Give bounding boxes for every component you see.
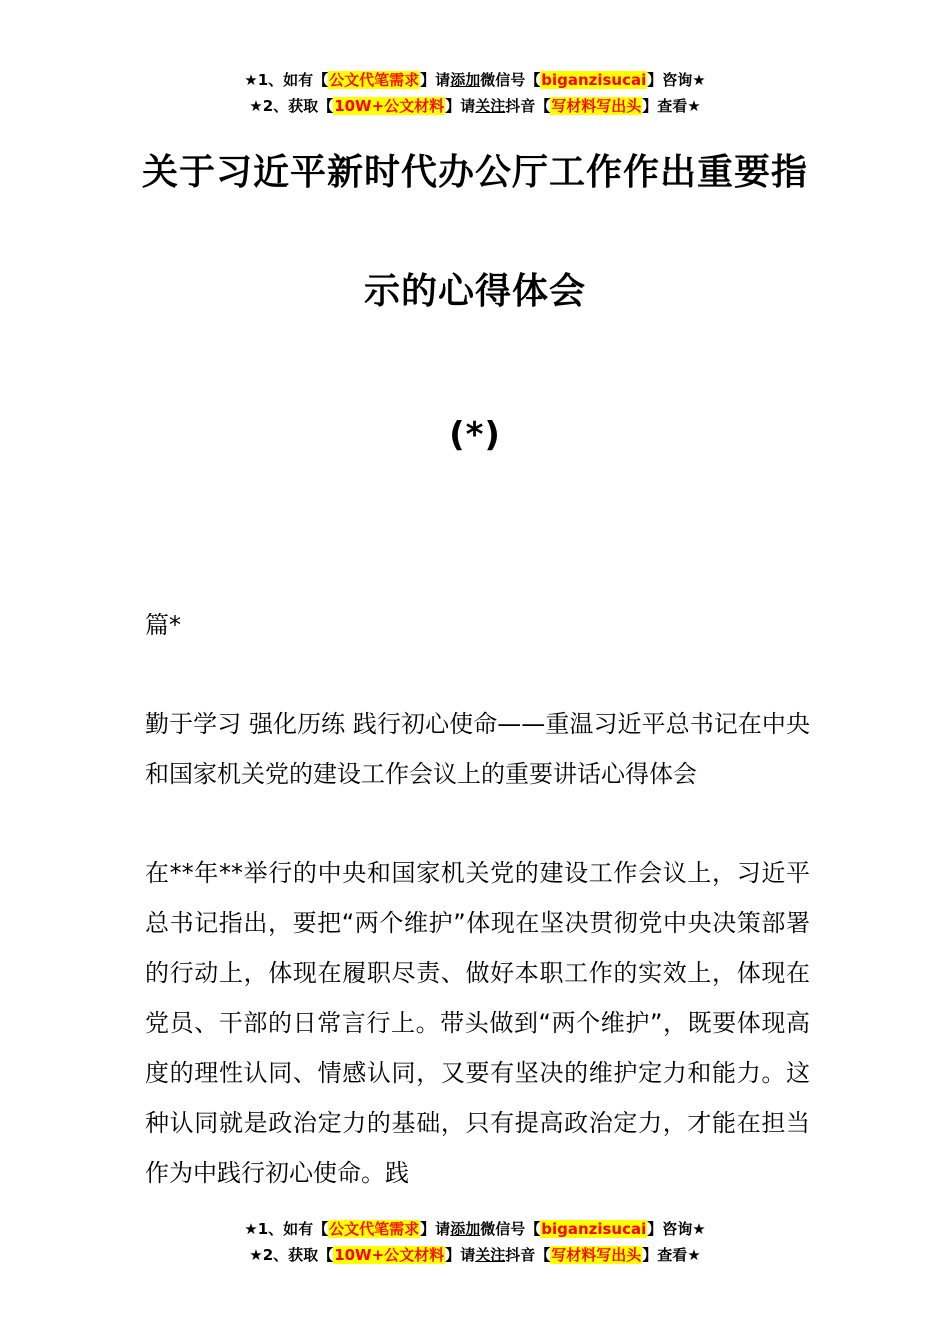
- banner-underlined: 关注: [475, 97, 506, 115]
- banner-text: 微信号【: [480, 71, 541, 89]
- banner-underlined: 添加: [450, 71, 481, 89]
- banner-text: 】查看★: [642, 97, 701, 115]
- footer-banner: [0, 1216, 950, 1268]
- banner-highlight: biganzisucai: [541, 1220, 647, 1238]
- banner-highlight: 写材料写出头: [551, 1246, 642, 1264]
- section-subheading: 勤于学习 强化历练 践行初心使命——重温习近平总书记在中央和国家机关党的建设工作会议上的重要讲话心得体会: [145, 710, 810, 788]
- banner-text: ★1、如有【: [244, 1220, 329, 1238]
- banner-text: 】请: [420, 1220, 451, 1238]
- banner-highlight: 写材料写出头: [551, 97, 642, 115]
- banner-line-2: [0, 1242, 950, 1268]
- banner-highlight: 公文代笔需求: [329, 1220, 420, 1238]
- banner-line-1: [0, 1216, 950, 1242]
- banner-text: 微信号【: [480, 1220, 541, 1238]
- banner-text: 】请: [445, 1246, 476, 1264]
- banner-text: ★2、获取【: [249, 97, 334, 115]
- banner-underlined: 添加: [450, 1220, 481, 1238]
- header-banner: [0, 67, 950, 119]
- banner-text: 抖音【: [505, 1246, 551, 1264]
- banner-text: 】请: [445, 97, 476, 115]
- body-paragraph: 在**年**举行的中央和国家机关党的建设工作会议上，习近平总书记指出，要把“两个维护”体现在坚决贯彻党中央决策部署的行动上，体现在履职尽责、做好本职工作的实效上，体现在党员、干部的日常言行上。带头做到“两个维护”，既要体现高度的理性认同、情感认同，又要有坚决的维护定力和能力。这种认同就是政治定力的基础，只有提高政治定力，才能在担当作为中践行初心使命。践: [145, 859, 810, 1187]
- banner-text: ★2、获取【: [249, 1246, 334, 1264]
- banner-text: ★1、如有【: [244, 71, 329, 89]
- banner-line-1: [0, 67, 950, 93]
- document-title-line-2: 示的心得体会: [363, 271, 586, 312]
- banner-underlined: 关注: [475, 1246, 506, 1264]
- banner-text: 】咨询★: [647, 1220, 706, 1238]
- banner-text: 抖音【: [505, 97, 551, 115]
- banner-text: 】咨询★: [647, 71, 706, 89]
- banner-line-2: [0, 93, 950, 119]
- document-title-line-1: 关于习近平新时代办公厅工作作出重要指: [141, 152, 808, 193]
- banner-highlight: biganzisucai: [541, 71, 647, 89]
- banner-text: 】请: [420, 71, 451, 89]
- banner-highlight: 10W+公文材料: [334, 97, 445, 115]
- section-label: 篇*: [145, 611, 181, 639]
- banner-highlight: 公文代笔需求: [329, 71, 420, 89]
- banner-highlight: 10W+公文材料: [334, 1246, 445, 1264]
- banner-text: 】查看★: [642, 1246, 701, 1264]
- document-title-line-3: (*): [449, 415, 501, 455]
